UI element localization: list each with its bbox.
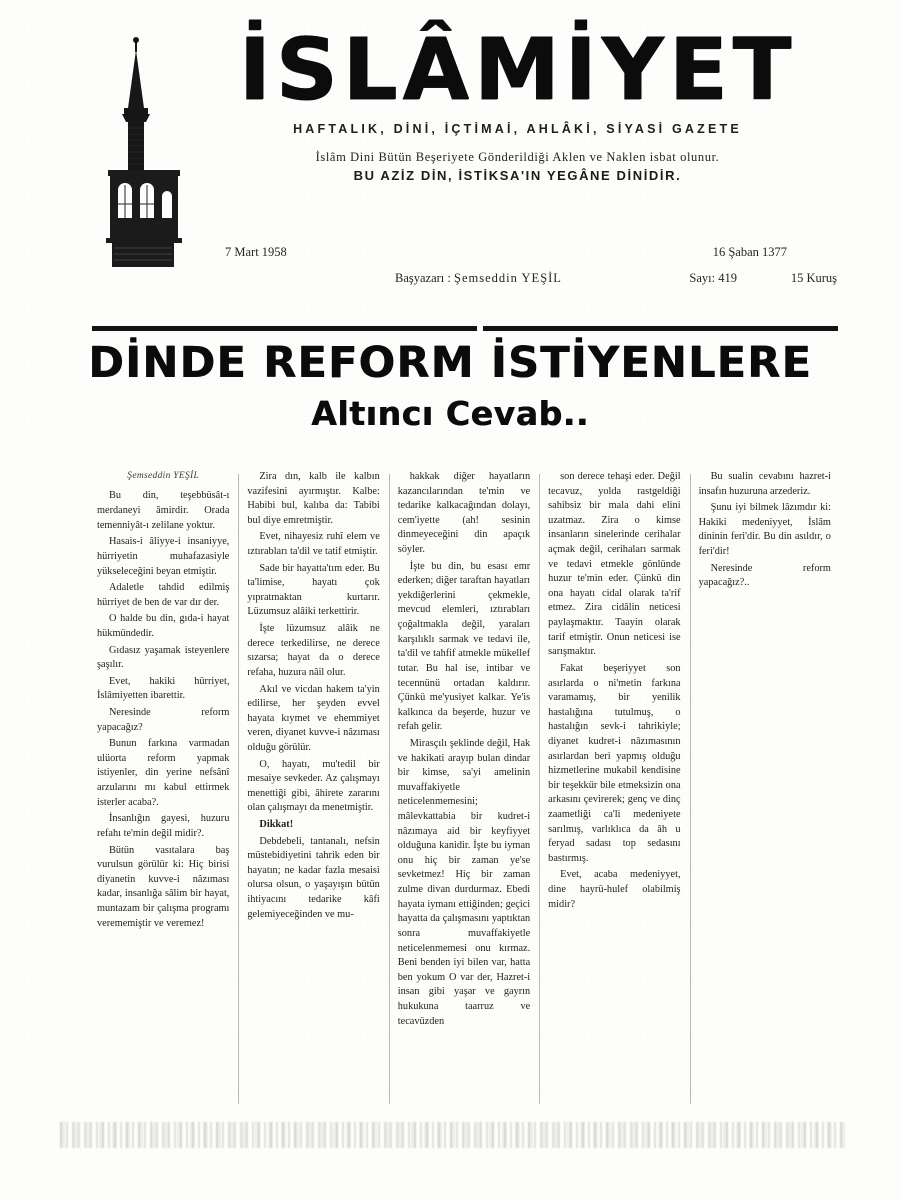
- article-paragraph: Neresinde reform yapacağız?..: [698, 562, 831, 589]
- masthead-title-block: [175, 20, 860, 183]
- article-columns: [88, 470, 840, 1108]
- article-column-2: [238, 470, 388, 1108]
- publication-date-gregorian: 7 Mart 1958: [225, 245, 287, 259]
- article-paragraph: Evet, hakiki hürriyet, İslâmiyetten ibarettir.: [97, 675, 230, 702]
- article-paragraph: Hasais-i âliyye-i insaniyye, hürriyetin muhafazasiyle yükseleceğini beyan etmiştir.: [97, 536, 230, 577]
- article-column-5: [690, 470, 840, 1108]
- article-paragraph: Debdebeli, tantanalı, nefsin müstebidiyetini tahrik eden bir hayatın; ne kadar fazla mesaisi olursa olsun, o yaşayışın bütün ihtiyacını tedarike kâfi gelemiyeceğinden ve mu-: [247, 835, 380, 920]
- column-body-3: [398, 470, 530, 1029]
- article-column-4: [539, 470, 689, 1108]
- article-paragraph: Adaletle tahdid edilmiş hürriyet de ben de var dır der.: [97, 582, 230, 608]
- headline-block: [0, 338, 900, 433]
- masthead-divider: [92, 326, 838, 332]
- issue-label: Sayı:: [689, 271, 716, 285]
- article-paragraph: Mirasçılı şeklinde değil, Hak ve hakikati arayıp bulan dindar bir kimse, sa'yi amelinin muvaffakiyetle neticelenmemesini; mâlevkattabia bir kudret-i nâzımaya aid bir keyfiyyet olduğuna kanidir. İşte bu iyman onu hiç bir zaman ye'se sevketmez! Hiç bir zaman zulme divan durdurmaz. Ebedi hayata iymanı ettiğinden; geçici hayatta da çalışmasını yaptıktan sonra muvaffakiyetle neticelenmemesi onu kırmaz. Beni benden iyi bilen var, hatta ben yokum O var der, Hazret-i insan gibi yaşar ve gayrın hukukuna taarruz ve tecavüzden: [397, 737, 531, 1027]
- divider-right: [483, 326, 838, 331]
- paper-motto-line-2: BU AZİZ DİN, İSTİKSA'IN YEGÂNE DİNİDİR.: [353, 167, 682, 183]
- article-paragraph: Bu din, teşebbüsât-ı merdaneyi âmirdir. Orada temenniyât-ı zelilane yoktur.: [97, 490, 230, 531]
- paper-motto-line-1: İslâm Dini Bütün Beşeriyete Gönderildiği Aklen ve Naklen isbat olunur.: [315, 149, 720, 164]
- article-paragraph: Neresinde reform yapacağız?: [97, 707, 230, 733]
- article-paragraph: İşte lüzumsuz alâik ne derece terkedilirse, ne derece sızarsa; hayat da o derece refaha, huzura nâil olur.: [247, 623, 380, 678]
- article-paragraph: Akıl ve vicdan hakem ta'yin edilirse, her şeyden evvel hayata kıymet ve ehemmiyet veren, diyanet kuvve-i nâzıması olduğu görülür.: [247, 683, 380, 753]
- column-body-2: [247, 470, 379, 922]
- editor-name: Şemseddin YEŞİL: [454, 271, 562, 285]
- article-paragraph: Evet, nihayesiz ruhî elem ve ıztırabları ta'dil ve tatif etmiştir.: [247, 531, 380, 558]
- article-paragraph: Dikkat!: [259, 819, 294, 831]
- masthead-meta: [180, 245, 855, 305]
- divider-left: [92, 326, 477, 331]
- article-paragraph: Sade bir hayatta'tım eder. Bu ta'limise, hayatı çok yıpratmaktan kurtarır. Lüzumsuz alâiki terkettirir.: [247, 562, 380, 618]
- article-paragraph: İşte bu din, bu esası emr ederken; diğer taraftan hayatları yekdiğerlerini çekmekle, mevcud elemleri, ıztırabları çoğaltmakla değil, yaraları karşılıklı sarmak ve tedavi ile, ta'dil ve tahfif atmekle mükellef tutar. Bu hal ise, intibar ve tecennünü ortadan kaldırır. Çünkü me'yusiyet kalkar. Ye'is kalkınca da beşerde, huzur ve refah gelir.: [397, 560, 531, 733]
- article-paragraph: O halde bu din, gıda-i hayat hükmündedir.: [97, 613, 230, 639]
- article-column-1: [88, 470, 238, 1108]
- article-paragraph: Bu sualin cevabını hazret-i insafın huzuruna arzederiz.: [698, 471, 831, 497]
- article-paragraph: Bütün vasıtalara baş vurulsun görülür ki: Hiç birisi diyanetin kuvve-i nâzıması kadar, insanlığa sâlim bir hayat, muntazam bir çalışma programı verememiştir ve veremez!: [97, 844, 230, 929]
- article-paragraph: Evet, acaba medeniyyet, dine hayrü-hulef olabilmiş midir?: [548, 869, 681, 910]
- paper-title: İSLÂMİYET: [238, 20, 797, 120]
- headline-secondary: Altıncı Cevab..: [311, 394, 589, 433]
- editor-label: Başyazarı :: [395, 271, 451, 285]
- article-paragraph: Fakat beşeriyyet son asırlarda o ni'metin farkına varamamış, bir yenilik hastalığına tutulmuş, o hastalığın sevk-i tahrikiyle; diyanet kudret-i nâzımasının asırlardan beri yapmış olduğu hizmetlerine mukabil kendisine bir teşekkür bile etmeksizin ona arkasını çevirerek; genç ve dinç zaametliği ca'li medeniyete sarılmış, varlıklıca da âh u feryad sadası top sedasını bastırmış.: [548, 662, 681, 864]
- page-bottom-smudge: [60, 1122, 845, 1148]
- article-column-3: [389, 470, 539, 1108]
- publication-date-hijri: 16 Şaban 1377: [712, 245, 787, 259]
- article-paragraph: O, hayatı, mu'tedil bir mesaiye sevkeder. Az çalışmayı menettiği gibi, âhirete zararını olan çalışmayı da menetmiştir.: [247, 758, 380, 814]
- editor-info: [395, 271, 562, 286]
- article-byline: Şemseddin YEŞİL: [127, 471, 200, 481]
- paper-subtitle-category: HAFTALIK, DİNİ, İÇTİMAİ, AHLÂKİ, SİYASİ GAZETE: [293, 121, 742, 136]
- masthead: [0, 0, 900, 310]
- article-paragraph: İnsanlığın gayesi, huzuru refahı te'min değil midir?.: [97, 813, 230, 839]
- column-body-4: [548, 470, 680, 912]
- column-body-1: [97, 489, 229, 931]
- article-paragraph: Bunun farkına varmadan ulüorta reform yapmak istiyenler, din yerine nefsânî arzularını mı kabul ettirmek isterler acaba?.: [97, 738, 230, 808]
- article-paragraph: Şunu iyi bilmek lâzımdır ki: Hakiki medeniyyet, İslâm dininin feri'dir. Bu din asıldır, o feri'dir!: [698, 502, 831, 558]
- article-paragraph: Zira dın, kalb ile kalbın vazifesini ayırmıştır. Kalbe: Habibi bul, kalıba da: Tabibi bul diye emretmiştir.: [247, 471, 380, 526]
- issue-number: 419: [718, 271, 737, 285]
- price: 15 Kuruş: [790, 271, 837, 285]
- headline-primary: DİNDE REFORM İSTİYENLERE: [88, 338, 812, 388]
- column-body-5: [699, 470, 831, 591]
- article-paragraph: Gıdasız yaşamak isteyenlere şaşılır.: [97, 644, 230, 671]
- issue-info: [689, 271, 737, 286]
- article-paragraph: son derece tehaşi eder. Değil tecavuz, yolda rastgeldiği sahibsiz bir mala dahi elini uzatmaz. Zira o kimse insanların sinelerinde cerihalar açmak değil, cerihaları sarmak ve tedavi etmekle gönlünde huzur te'min eder. Çünkü din ona hayatı cidal olarak ta'rif etmez. Zira cidâlin neticesi paylaşmaktır. Taayin olarak tarif etmiştir. Onun neticesi ise sarışmaktır.: [548, 471, 681, 658]
- article-paragraph: hakkak diğer hayatların kazancılarından te'min ve tedarike kalkacağından dolayı, cem'iyette (ah! sesinin dinmeyeceğini din apaçık söyler.: [397, 471, 531, 556]
